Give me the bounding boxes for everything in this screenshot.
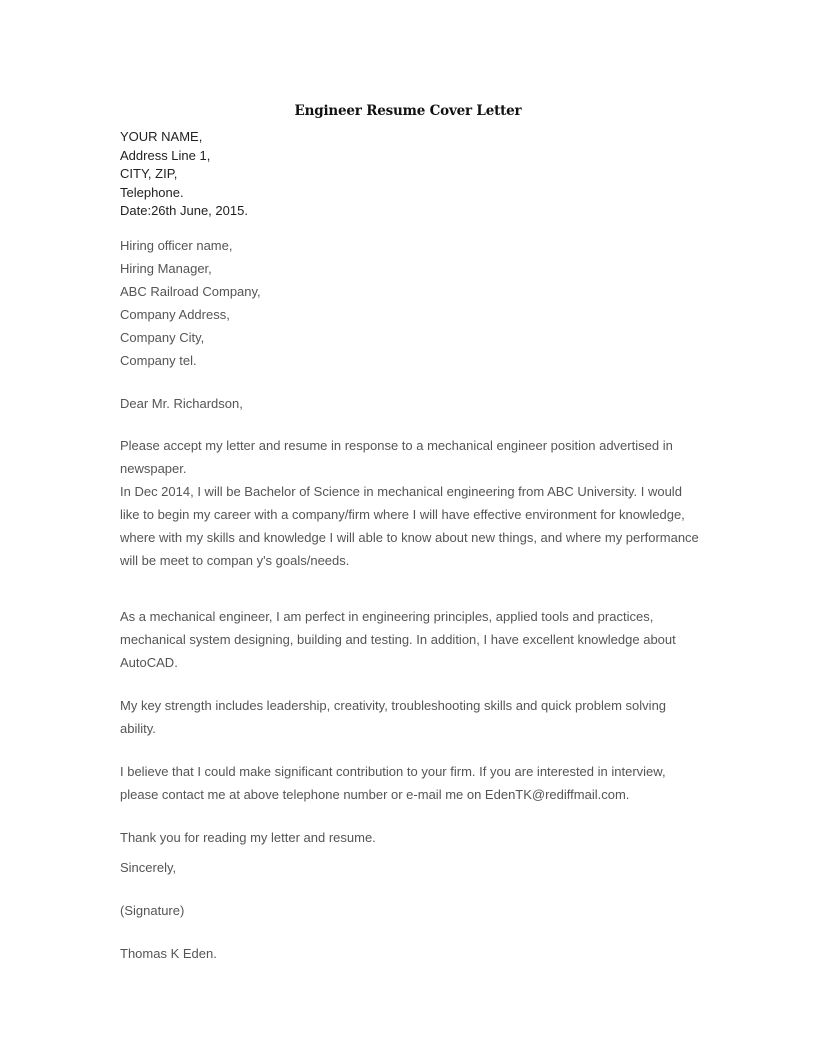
signature-placeholder: (Signature) <box>120 903 185 918</box>
paragraph-skills: As a mechanical engineer, I am perfect in engineering principles, applied tools and practices, mechanical system designing, building and testing. In addition, I have excellent knowledge about AutoCAD. <box>120 609 676 670</box>
recipient-address: Company Address, <box>120 307 230 322</box>
sender-address-block <box>120 128 248 221</box>
paragraph-intro-line1: Please accept my letter and resume in response to a mechanical engineer position advertised in newspaper. <box>120 438 673 476</box>
sender-telephone: Telephone. <box>120 184 184 200</box>
sender-address-line: Address Line 1, <box>120 147 211 163</box>
closing: Sincerely, <box>120 860 177 875</box>
signer-name: Thomas K Eden. <box>120 946 217 961</box>
sender-name: YOUR NAME, <box>120 129 203 144</box>
paragraph-strengths: My key strength includes leadership, creativity, troubleshooting skills and quick problem solving ability. <box>120 698 667 736</box>
recipient-tel: Company tel. <box>120 353 197 368</box>
sender-city-zip: CITY, ZIP, <box>120 166 178 181</box>
letter-date: Date:26th June, 2015. <box>120 203 248 218</box>
recipient-address-block <box>120 234 261 372</box>
salutation: Dear Mr. Richardson, <box>120 396 243 411</box>
paragraph-intro-line2: In Dec 2014, I will be Bachelor of Science in mechanical engineering from ABC University. I would like to begin my career with a company/firm where I will have effective environment for knowledge, where with my skills and knowledge I will able to know about new things, and where my performance will be meet to compan y's goals/needs. <box>120 484 699 568</box>
document-title: Engineer Resume Cover Letter <box>294 103 522 119</box>
recipient-company: ABC Railroad Company, <box>120 284 261 299</box>
recipient-name: Hiring officer name, <box>120 238 233 253</box>
paragraph-contact: I believe that I could make significant contribution to your firm. If you are interested in interview, please contact me at above telephone number or e-mail me on EdenTK@rediffmail.com. <box>120 764 666 802</box>
recipient-city: Company City, <box>120 330 205 345</box>
paragraph-intro <box>120 434 700 572</box>
paragraph-thanks: Thank you for reading my letter and resume. <box>120 830 376 845</box>
recipient-title: Hiring Manager, <box>120 261 212 276</box>
